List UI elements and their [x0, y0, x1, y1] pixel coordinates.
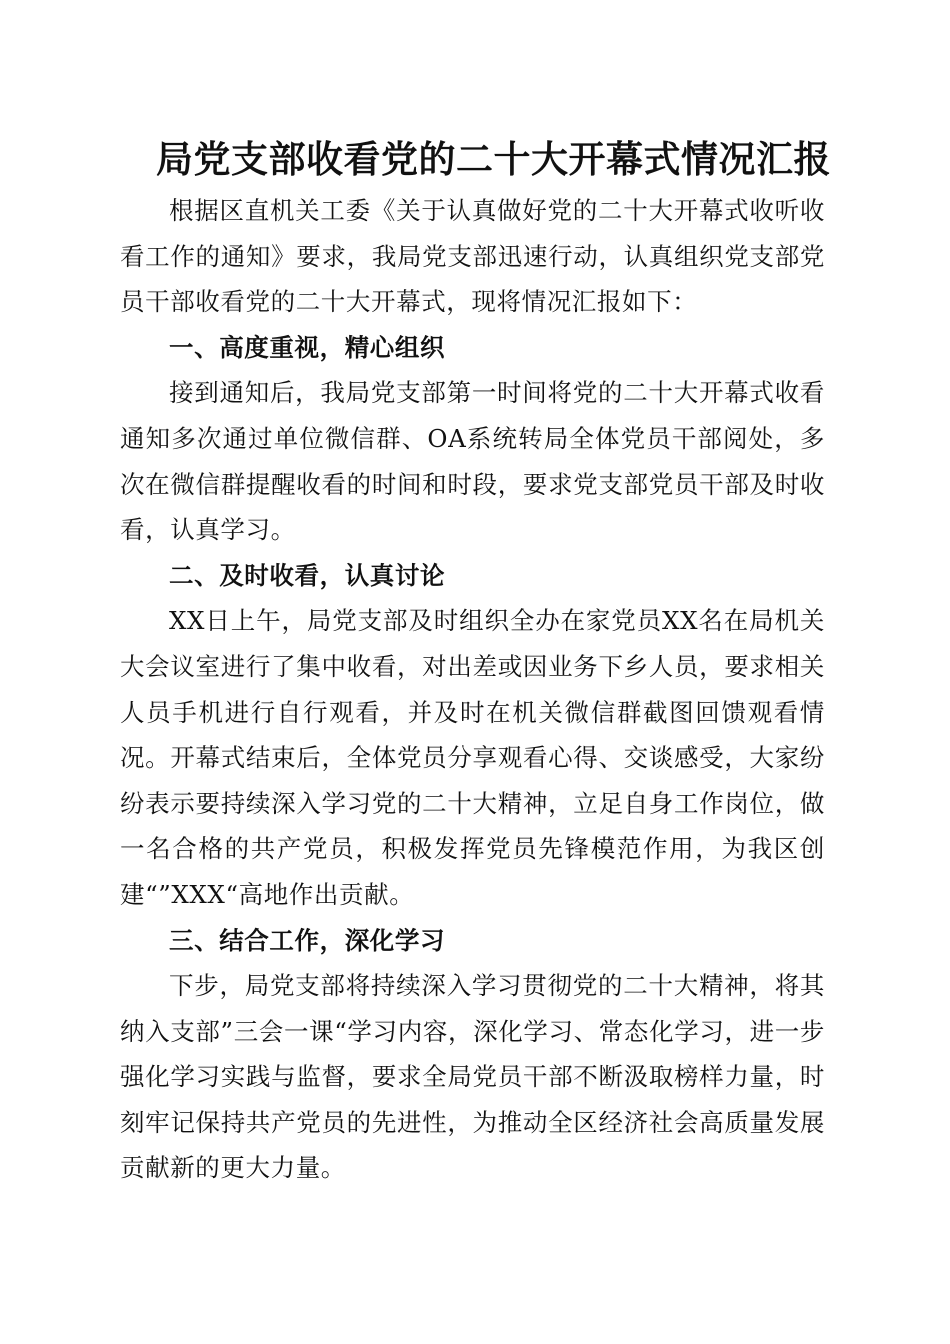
section-heading-2: 二、及时收看，认真讨论 [169, 560, 446, 590]
intro-paragraph: 根据区直机关工委《关于认真做好党的二十大开幕式收听收看工作的通知》要求，我局党支部迅速行动，认真组织党支部党员干部收看党的二十大开幕式，现将情况汇报如下： [120, 196, 825, 317]
document-page [120, 130, 831, 1191]
section-body-2: XX日上午，局党支部及时组织全办在家党员XX名在局机关大会议室进行了集中收看，对出差或因业务下乡人员，要求相关人员手机进行自行观看，并及时在机关微信群截图回馈观看情况。开幕式结束后，全体党员分享观看心得、交谈感受，大家纷纷表示要持续深入学习党的二十大精神，立足自身工作岗位，做一名合格的共产党员，积极发挥党员先锋模范作用，为我区创建“”XXX“高地作出贡献。 [120, 606, 825, 909]
section-body-1: 接到通知后，我局党支部第一时间将党的二十大开幕式收看通知多次通过单位微信群、OA系统转局全体党员干部阅处，多次在微信群提醒收看的时间和时段，要求党支部党员干部及时收看，认真学习。 [120, 378, 825, 545]
document-title: 局党支部收看党的二十大开幕式情况汇报 [156, 137, 831, 181]
section-heading-3: 三、结合工作，深化学习 [169, 925, 446, 955]
section-heading-1: 一、高度重视，精心组织 [169, 332, 446, 362]
section-body-3: 下步，局党支部将持续深入学习贯彻党的二十大精神，将其纳入支部”三会一课“学习内容，深化学习、常态化学习，进一步强化学习实践与监督，要求全局党员干部不断汲取榜样力量，时刻牢记保持共产党员的先进性，为推动全区经济社会高质量发展贡献新的更大力量。 [120, 971, 825, 1183]
